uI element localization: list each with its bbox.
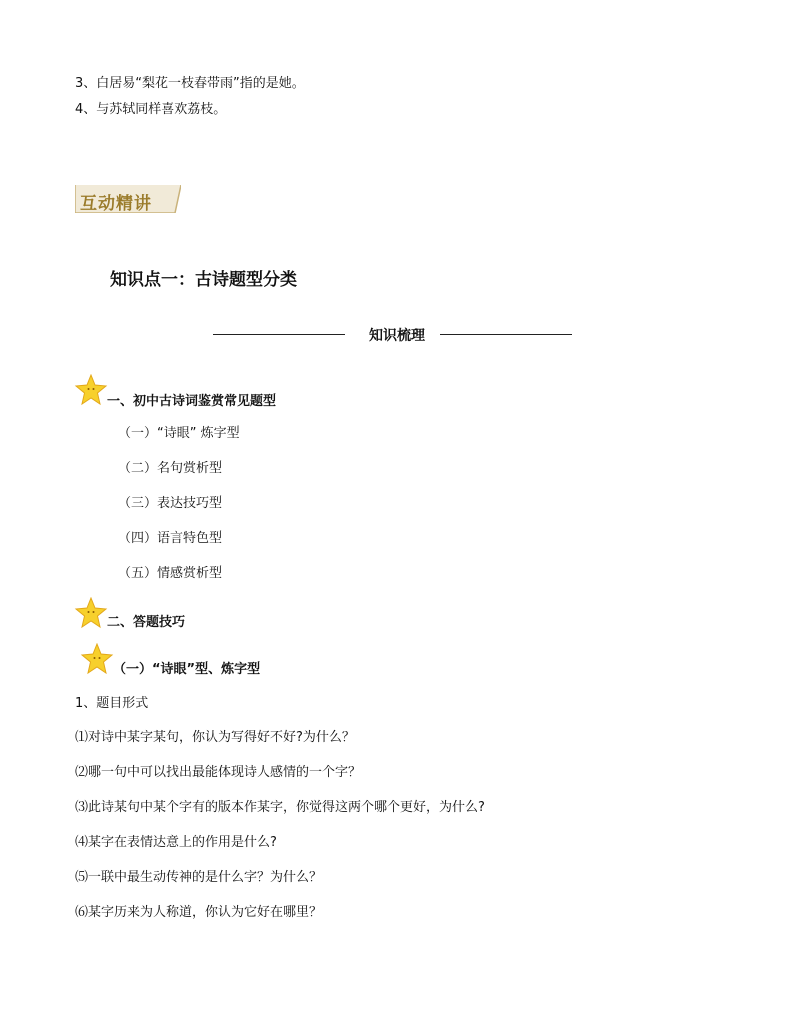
question-item: ⑴对诗中某字某句，你认为写得好不好?为什么？: [75, 730, 355, 745]
divider-left: [213, 334, 345, 335]
list-item: （三）表达技巧型: [118, 496, 223, 511]
part2-heading: 二、答题技巧: [107, 615, 186, 630]
list-item: （一）“诗眼” 炼字型: [118, 426, 240, 441]
star-icon: [74, 597, 108, 629]
question-item: ⑵哪一句中可以找出最能体现诗人感情的一个字？: [75, 765, 362, 780]
section-title: 知识梳理: [369, 328, 425, 344]
list-item: （五）情感赏析型: [118, 566, 223, 581]
form-title: 1、题目形式: [75, 696, 149, 711]
list-item: （四）语言特色型: [118, 531, 223, 546]
question-item: ⑶此诗某句中某个字有的版本作某字，你觉得这两个哪个更好，为什么?: [75, 800, 485, 815]
list-item: （二）名句赏析型: [118, 461, 223, 476]
section-badge: 互动精讲: [80, 194, 152, 214]
page-title: 知识点一：古诗题型分类: [110, 270, 297, 290]
divider-right: [440, 334, 572, 335]
part2-sub-heading: （一）“诗眼”型、炼字型: [113, 662, 261, 677]
star-icon: [80, 643, 114, 675]
question-item: ⑷某字在表情达意上的作用是什么?: [75, 835, 277, 850]
part1-heading: 一、初中古诗词鉴赏常见题型: [107, 394, 277, 409]
star-icon: [74, 374, 108, 406]
question-item: ⑹某字历来为人称道，你认为它好在哪里？: [75, 905, 323, 920]
list-item-4: 4、与苏轼同样喜欢荔枝。: [75, 102, 227, 117]
list-item-3: 3、白居易“梨花一枝春带雨”指的是她。: [75, 76, 305, 91]
question-item: ⑸一联中最生动传神的是什么字？为什么？: [75, 870, 323, 885]
